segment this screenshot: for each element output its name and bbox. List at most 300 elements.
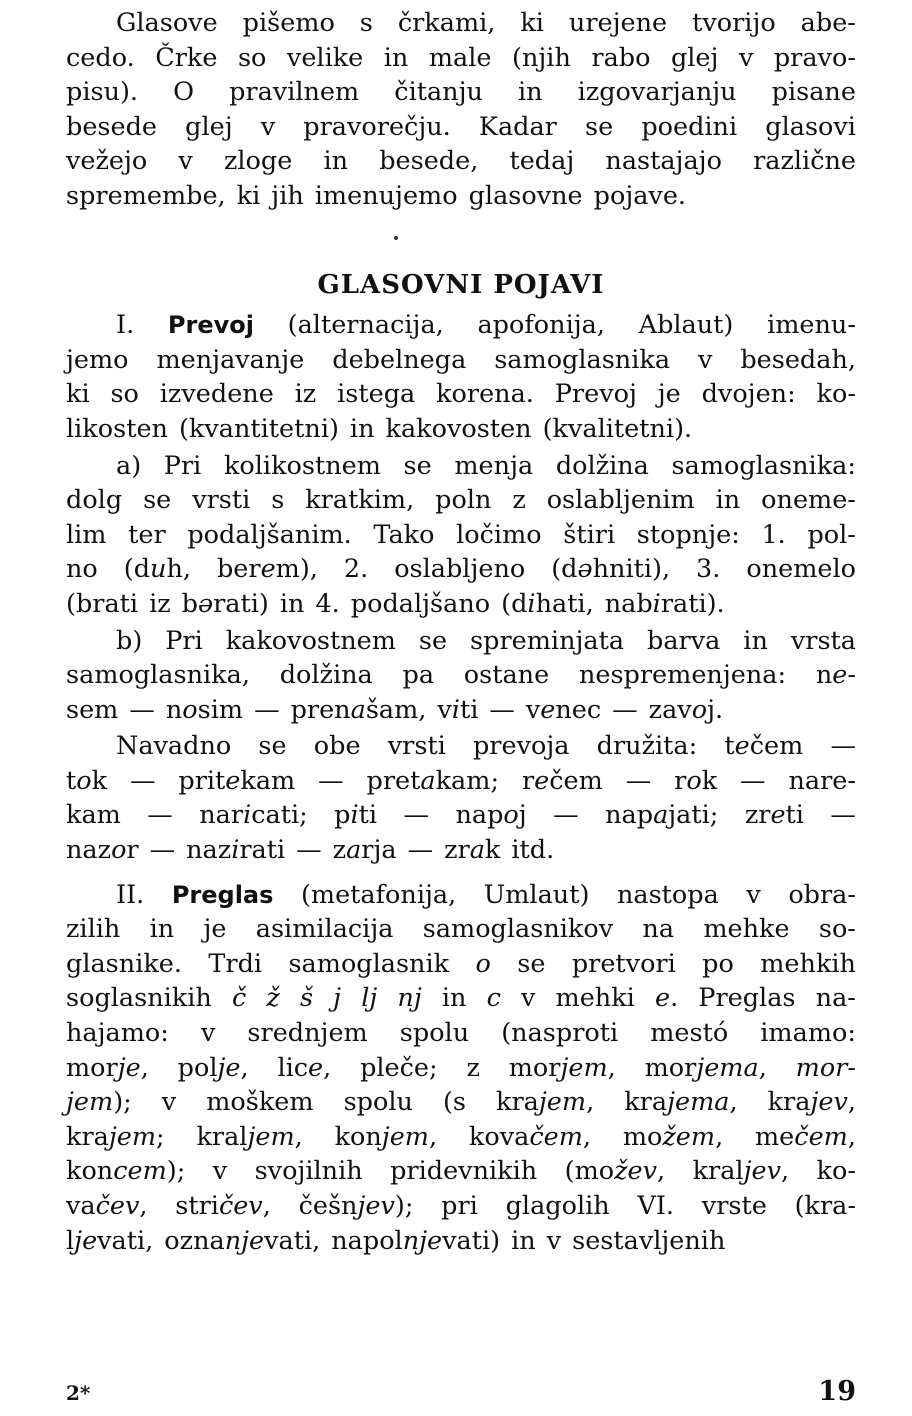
- word: v: [746, 879, 761, 910]
- word: oslabljeno: [394, 554, 526, 585]
- word: pretvori: [571, 948, 676, 979]
- word: lice,: [277, 1052, 332, 1083]
- word: besede,: [379, 146, 479, 177]
- word: (nasproti: [501, 1018, 619, 1049]
- word: kam: [66, 800, 121, 831]
- word: (kra-: [794, 1191, 856, 1221]
- word: vačev,: [66, 1191, 148, 1221]
- word: so-: [818, 914, 856, 945]
- text-line: [66, 764, 856, 799]
- word: iz: [149, 588, 171, 619]
- word: sem: [66, 694, 119, 725]
- word: —: [625, 765, 652, 796]
- word: venec: [525, 694, 602, 725]
- paragraph: [66, 449, 856, 622]
- word: zavoj.: [648, 694, 724, 725]
- word: samoglasnika:: [671, 450, 856, 481]
- word: mestó: [650, 1018, 729, 1049]
- word: II.: [116, 879, 145, 910]
- word: z: [466, 1052, 480, 1083]
- word: e.: [654, 983, 679, 1014]
- word: kovačem,: [468, 1121, 591, 1152]
- word: —: [129, 694, 155, 725]
- word: —: [830, 731, 856, 762]
- word: —: [403, 800, 430, 831]
- text-line: [66, 1154, 856, 1189]
- word: mehke: [703, 914, 790, 945]
- paragraph: [66, 308, 856, 446]
- word: Prevoj: [554, 379, 637, 410]
- word: v: [260, 111, 276, 142]
- word: in: [349, 413, 375, 444]
- word: zloge: [223, 146, 293, 177]
- text-line: [66, 179, 856, 214]
- word: rabo: [591, 42, 651, 73]
- word: prenašam,: [290, 694, 427, 725]
- word: likosten: [66, 413, 168, 444]
- word: Kadar: [478, 111, 557, 142]
- text-line: [66, 75, 856, 110]
- word: š: [299, 983, 314, 1014]
- word: v: [738, 42, 754, 73]
- word: Pri: [163, 450, 202, 481]
- print-speck: [394, 236, 398, 240]
- word: istega: [337, 379, 416, 410]
- word: družita:: [596, 731, 698, 762]
- word: nazirati: [186, 835, 286, 866]
- text-line: [66, 878, 856, 913]
- word: napolnjevati): [331, 1225, 501, 1256]
- word: nastajajo: [605, 146, 722, 177]
- word: vrste: [701, 1191, 767, 1221]
- word: Pri: [165, 625, 203, 656]
- word: —: [254, 694, 280, 725]
- word: oslabljenim: [546, 485, 695, 516]
- text-line: [66, 1120, 856, 1155]
- word: hajamo:: [66, 1018, 169, 1049]
- word: možem,: [622, 1121, 724, 1152]
- word: poedini: [641, 111, 738, 142]
- text-line: [66, 308, 856, 343]
- word: nazor: [66, 835, 139, 866]
- word: onemelo: [746, 554, 856, 585]
- text-line: [66, 518, 856, 553]
- word: in: [517, 77, 543, 108]
- word: je: [657, 379, 681, 410]
- word: in: [383, 42, 409, 73]
- word: spolu: [399, 1018, 470, 1049]
- word: —: [129, 765, 156, 796]
- word: pravorečju.: [303, 111, 451, 142]
- word: (duh,: [123, 554, 191, 585]
- word: morjema,: [644, 1052, 767, 1083]
- word: (metafonija,: [300, 879, 457, 910]
- section-heading: GLASOVNI POJAVI: [317, 269, 605, 300]
- word: rečem: [521, 765, 603, 796]
- word: oneme-: [761, 485, 856, 516]
- word: je: [203, 914, 227, 945]
- word: imenujemo: [314, 180, 458, 211]
- word: (njih: [512, 42, 571, 73]
- word: —: [553, 800, 579, 831]
- word: menja: [454, 450, 534, 481]
- word: I.: [116, 310, 135, 341]
- word: (dihati,: [501, 588, 594, 619]
- word: krajema,: [624, 1087, 738, 1118]
- word: moškem: [206, 1087, 314, 1118]
- word: ostane: [463, 660, 550, 691]
- word: ki: [66, 379, 90, 410]
- word: berem),: [216, 554, 318, 585]
- text-line: [66, 833, 856, 868]
- word: velike: [286, 42, 364, 73]
- word: mor-: [795, 1052, 856, 1083]
- word: ki: [236, 180, 261, 211]
- word: jemo: [66, 344, 129, 375]
- word: obe: [313, 731, 361, 762]
- word: 4.: [315, 588, 340, 619]
- word: imenu-: [767, 310, 856, 341]
- text-line: [66, 1224, 856, 1259]
- word: morje,: [66, 1052, 149, 1083]
- word: nj: [397, 983, 422, 1014]
- word: Prevoj: [167, 311, 254, 340]
- word: dvojen:: [701, 379, 796, 410]
- word: pridevnikih: [390, 1156, 538, 1187]
- word: mehkih: [760, 948, 856, 979]
- word: Črke: [155, 42, 218, 73]
- word: c: [486, 983, 501, 1014]
- word: —: [318, 765, 344, 796]
- text-line: [66, 658, 856, 693]
- text-line: [66, 981, 856, 1016]
- word: —: [830, 800, 856, 831]
- word: pravilnem: [229, 77, 360, 108]
- word: zarja: [332, 835, 397, 866]
- word: mehki: [555, 983, 635, 1014]
- text-line: [66, 144, 856, 179]
- word: bərati): [181, 588, 269, 619]
- page-number: 19: [818, 1376, 856, 1407]
- word: in: [441, 983, 467, 1014]
- word: abe-: [800, 8, 856, 38]
- text-line: [66, 1051, 856, 1086]
- word: glasnike.: [66, 948, 182, 979]
- word: pisu).: [66, 77, 139, 108]
- word: se: [403, 450, 432, 481]
- text-line: [66, 729, 856, 764]
- paragraph: [66, 878, 856, 1259]
- word: pretakam;: [366, 765, 500, 796]
- word: lj: [361, 983, 378, 1014]
- word: poln: [435, 485, 492, 516]
- word: izgovarjanju: [577, 77, 737, 108]
- word: menjavanje: [156, 344, 305, 375]
- word: čitanju: [394, 77, 483, 108]
- word: pol-: [807, 519, 856, 550]
- word: vežejo: [66, 146, 148, 177]
- word: j: [333, 983, 342, 1014]
- text-line: [66, 110, 856, 145]
- word: so: [110, 379, 139, 410]
- word: obra-: [788, 879, 856, 910]
- text-line: [66, 377, 856, 412]
- word: vrsti: [387, 731, 446, 762]
- word: kraljev,: [692, 1156, 790, 1187]
- text-line: [66, 587, 856, 622]
- word: podaljšanim.: [187, 519, 352, 550]
- word: morjem,: [508, 1052, 616, 1083]
- word: v: [212, 1156, 228, 1187]
- word: ljevati,: [66, 1225, 154, 1256]
- word: (dəhniti),: [551, 554, 671, 585]
- word: na-: [815, 983, 856, 1014]
- word: oznanjevati,: [164, 1225, 321, 1256]
- word: —: [296, 835, 322, 866]
- word: in: [511, 1225, 536, 1256]
- word: Umlaut): [483, 879, 590, 910]
- word: in: [323, 146, 349, 177]
- word: mečem,: [755, 1121, 856, 1152]
- word: Navadno: [116, 731, 232, 762]
- word: v: [521, 983, 536, 1014]
- word: pritekam: [178, 765, 296, 796]
- word: pri: [441, 1191, 478, 1221]
- word: krajev,: [767, 1087, 856, 1118]
- word: glej: [670, 42, 719, 73]
- word: in: [279, 588, 305, 619]
- word: sestavljenih: [572, 1225, 726, 1256]
- word: v: [546, 1225, 562, 1256]
- word: —: [407, 835, 434, 866]
- paragraph: [66, 624, 856, 728]
- word: dolžina: [555, 450, 649, 481]
- word: spolu: [343, 1087, 413, 1118]
- word: v: [161, 1087, 177, 1118]
- word: češnjev);: [298, 1191, 414, 1221]
- word: ko-: [816, 379, 856, 410]
- word: (s: [442, 1087, 466, 1118]
- word: 3.: [696, 554, 721, 585]
- word: z: [512, 485, 526, 516]
- word: imamo:: [760, 1018, 856, 1049]
- word: no: [66, 554, 98, 585]
- word: male: [428, 42, 492, 73]
- word: ne-: [815, 660, 856, 691]
- word: a): [116, 450, 142, 481]
- word: krajem;: [66, 1121, 165, 1152]
- word: ž: [266, 983, 280, 1014]
- text-line: [66, 449, 856, 484]
- word: 1.: [761, 519, 786, 550]
- word: nespremenjena:: [578, 660, 787, 691]
- word: kakovosten: [385, 413, 532, 444]
- word: napajati;: [605, 800, 719, 831]
- word: itd.: [511, 835, 555, 866]
- word: soglasnikih: [66, 983, 212, 1014]
- word: konjem,: [334, 1121, 438, 1152]
- word: ter: [128, 519, 166, 550]
- word: črkami,: [397, 8, 496, 38]
- word: glagolih: [505, 1191, 610, 1221]
- word: tvorijo: [692, 8, 776, 38]
- word: se: [258, 731, 287, 762]
- word: Preglas: [171, 880, 274, 909]
- text-line: [66, 6, 856, 41]
- word: in: [149, 914, 175, 945]
- word: b): [116, 625, 143, 656]
- word: in: [743, 625, 768, 656]
- word: spreminjata: [470, 625, 625, 656]
- word: štiri: [563, 519, 616, 550]
- word: (alternacija,: [287, 310, 444, 341]
- signature-mark: 2*: [66, 1381, 91, 1405]
- word: cedo.: [66, 42, 135, 73]
- word: s: [359, 8, 373, 38]
- word: v: [697, 344, 713, 375]
- word: —: [147, 800, 173, 831]
- word: ki: [520, 8, 544, 38]
- word: o: [475, 948, 491, 979]
- word: piti: [334, 800, 378, 831]
- word: ko-: [816, 1156, 856, 1187]
- text-line: [66, 1016, 856, 1051]
- word: na: [642, 914, 675, 945]
- text-line: [66, 624, 856, 659]
- word: —: [149, 835, 176, 866]
- word: tedaj: [509, 146, 575, 177]
- word: besede: [66, 111, 158, 142]
- word: napoj: [455, 800, 527, 831]
- word: besedah,: [740, 344, 856, 375]
- word: pojave.: [593, 180, 687, 211]
- word: (možev,: [564, 1156, 666, 1187]
- word: kakovostnem: [225, 625, 396, 656]
- word: svojilnih: [254, 1156, 363, 1187]
- word: stopnje:: [636, 519, 740, 550]
- word: samoglasnik: [288, 948, 450, 979]
- word: 2.: [343, 554, 369, 585]
- word: naricati;: [199, 800, 308, 831]
- word: VI.: [637, 1191, 675, 1221]
- text-line: [66, 41, 856, 76]
- word: lim: [66, 519, 107, 550]
- word: zilih: [66, 914, 121, 945]
- word: apofonija,: [477, 310, 605, 341]
- text-line: [66, 1085, 856, 1120]
- word: nastopa: [616, 879, 719, 910]
- word: barva: [647, 625, 721, 656]
- word: nare-: [788, 765, 856, 796]
- word: glasovne: [468, 180, 583, 211]
- word: pa: [402, 660, 435, 691]
- word: v: [178, 146, 193, 177]
- word: samoglasnika: [494, 344, 671, 375]
- word: viti: [437, 694, 479, 725]
- word: glej: [185, 111, 233, 142]
- page-footer: [66, 1376, 856, 1407]
- word: pravo-: [773, 42, 856, 73]
- word: č: [231, 983, 247, 1014]
- word: —: [612, 694, 638, 725]
- word: kraljem,: [196, 1121, 303, 1152]
- word: se: [517, 948, 546, 979]
- word: v: [200, 1018, 216, 1049]
- word: Preglas: [698, 983, 796, 1014]
- page-body: [66, 6, 856, 1258]
- word: s: [271, 485, 285, 516]
- word: iz: [294, 379, 317, 410]
- text-line: [66, 693, 856, 728]
- word: zrak: [444, 835, 501, 866]
- word: Trdi: [208, 948, 263, 979]
- text-line: [66, 1189, 856, 1224]
- word: po: [702, 948, 734, 979]
- word: (kvantitetni): [178, 413, 339, 444]
- text-line: [66, 552, 856, 587]
- word: O: [173, 77, 195, 108]
- word: pišemo: [242, 8, 335, 38]
- word: podaljšano: [350, 588, 491, 619]
- word: prevoja: [472, 731, 570, 762]
- word: plečе;: [360, 1052, 438, 1083]
- word: in: [715, 485, 741, 516]
- word: zreti: [744, 800, 804, 831]
- word: jem);: [66, 1087, 132, 1118]
- word: (brati: [66, 588, 139, 619]
- word: tok: [66, 765, 108, 796]
- word: vrsti: [192, 485, 251, 516]
- word: koncem);: [66, 1156, 186, 1187]
- paragraph: [66, 6, 856, 214]
- word: kratkim,: [305, 485, 415, 516]
- word: jih: [271, 180, 304, 211]
- word: samoglasnika,: [66, 660, 250, 691]
- word: —: [740, 765, 766, 796]
- word: srednjem: [247, 1018, 368, 1049]
- word: Tako: [373, 519, 435, 550]
- word: so: [237, 42, 267, 73]
- word: asimilacija: [255, 914, 394, 945]
- word: spremembe,: [66, 180, 226, 211]
- text-line: [66, 947, 856, 982]
- word: nosim: [165, 694, 244, 725]
- word: korena.: [436, 379, 534, 410]
- word: —: [489, 694, 515, 725]
- word: izvedene: [159, 379, 274, 410]
- word: se: [143, 485, 172, 516]
- word: debelnega: [332, 344, 467, 375]
- word: dolg: [66, 485, 123, 516]
- word: nabirati).: [604, 588, 725, 619]
- text-line: [66, 412, 856, 447]
- text-line: [66, 483, 856, 518]
- word: se: [585, 111, 614, 142]
- word: glasovi: [765, 111, 856, 142]
- word: samoglasnikov: [422, 914, 614, 945]
- word: kolikostnem: [223, 450, 381, 481]
- word: rok: [674, 765, 718, 796]
- text-line: [66, 343, 856, 378]
- word: urejene: [568, 8, 668, 38]
- word: pisane: [771, 77, 856, 108]
- word: Ablaut): [638, 310, 734, 341]
- word: ločimo: [456, 519, 542, 550]
- word: se: [418, 625, 448, 656]
- word: krajem,: [496, 1087, 595, 1118]
- word: stričev,: [175, 1191, 271, 1221]
- word: vrsta: [790, 625, 856, 656]
